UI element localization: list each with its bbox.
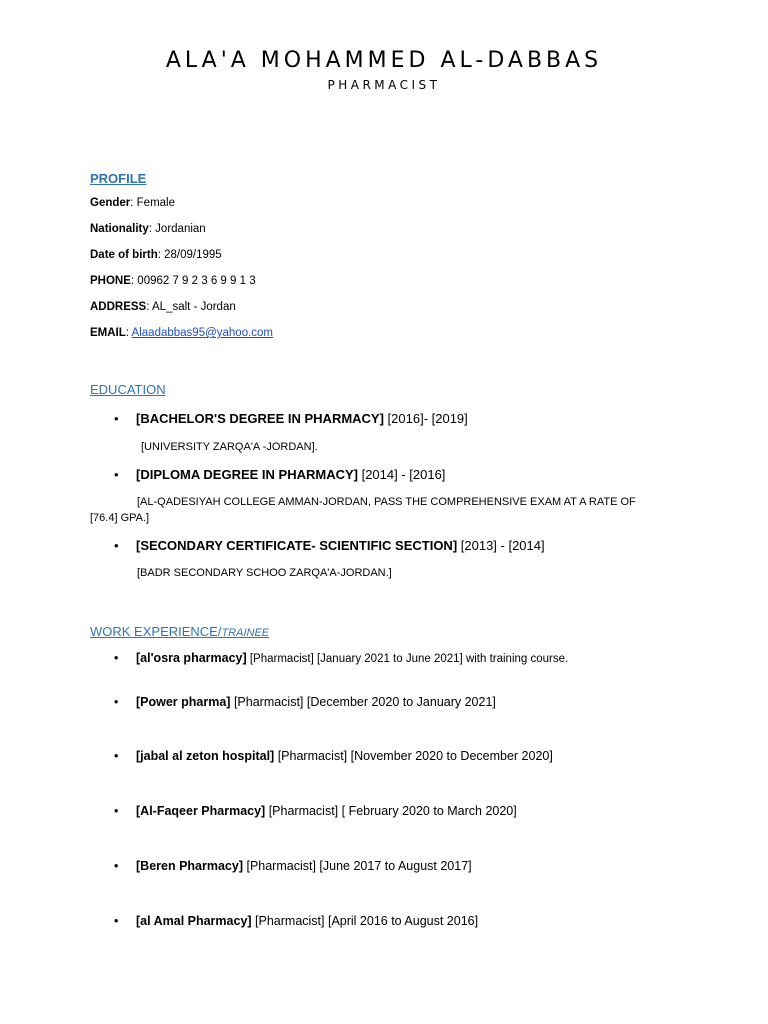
gender-field bbox=[90, 197, 175, 209]
gender-label: Gender bbox=[90, 197, 131, 209]
dob-label: Date of birth bbox=[90, 249, 158, 261]
work-details: [Pharmacist] [April 2016 to August 2016] bbox=[251, 914, 479, 928]
education-detail: [BADR SECONDARY SCHOO ZARQA'A-JORDAN.] bbox=[137, 567, 392, 579]
dob-field bbox=[90, 249, 222, 261]
education-detail-cont: [76.4] GPA.] bbox=[90, 512, 150, 524]
phone-field bbox=[90, 275, 256, 287]
phone-value: : 00962 7 9 2 3 6 9 9 1 3 bbox=[130, 275, 256, 287]
bullet-icon: • bbox=[114, 538, 119, 553]
profile-heading: PROFILE bbox=[90, 171, 147, 186]
work-employer: [al'osra pharmacy] bbox=[136, 651, 247, 665]
nationality-label: Nationality bbox=[90, 223, 149, 235]
bullet-icon: • bbox=[114, 804, 119, 818]
email-separator: : bbox=[125, 327, 132, 339]
dob-value: : 28/09/1995 bbox=[157, 249, 222, 261]
education-detail: [AL-QADESIYAH COLLEGE AMMAN-JORDAN, PASS THE COMPREHENSIVE EXAM AT A RATE OF bbox=[137, 496, 636, 508]
work-employer: [Beren Pharmacy] bbox=[136, 859, 243, 873]
work-employer: [al Amal Pharmacy] bbox=[136, 914, 252, 928]
education-dates: [2016]- [2019] bbox=[383, 411, 468, 426]
work-details: [Pharmacist] [January 2021 to June 2021] with training course. bbox=[246, 653, 569, 665]
education-title: [BACHELOR'S DEGREE IN PHARMACY] bbox=[136, 411, 384, 426]
gender-value: : Female bbox=[130, 197, 176, 209]
work-heading-text: WORK EXPERIENCE/ bbox=[90, 624, 222, 639]
address-value: : AL_salt - Jordan bbox=[146, 301, 236, 313]
email-link[interactable]: Alaadabbas95@yahoo.com bbox=[131, 327, 274, 339]
bullet-icon: • bbox=[114, 411, 119, 426]
bullet-icon: • bbox=[114, 695, 119, 709]
work-details: [Pharmacist] [November 2020 to December 2020] bbox=[274, 749, 553, 763]
bullet-icon: • bbox=[114, 467, 119, 482]
work-details: [Pharmacist] [June 2017 to August 2017] bbox=[243, 859, 472, 873]
education-detail: [UNIVERSITY ZARQA'A -JORDAN]. bbox=[141, 441, 318, 453]
email-label: EMAIL bbox=[90, 327, 126, 339]
work-employer: [Power pharma] bbox=[136, 695, 231, 709]
education-title: [SECONDARY CERTIFICATE- SCIENTIFIC SECTION] bbox=[136, 538, 458, 553]
education-dates: [2014] - [2016] bbox=[357, 467, 446, 482]
bullet-icon: • bbox=[114, 859, 119, 873]
work-employer: [Al-Faqeer Pharmacy] bbox=[136, 804, 266, 818]
education-heading: EDUCATION bbox=[90, 382, 166, 397]
education-dates: [2013] - [2014] bbox=[457, 538, 545, 553]
work-heading bbox=[90, 624, 269, 639]
address-field bbox=[90, 301, 236, 313]
work-heading-suffix: TRAINEE bbox=[221, 627, 270, 639]
bullet-icon: • bbox=[114, 914, 119, 928]
work-employer: [jabal al zeton hospital] bbox=[136, 749, 275, 763]
nationality-value: : Jordanian bbox=[148, 223, 206, 235]
nationality-field bbox=[90, 223, 206, 235]
candidate-name: ALA'A MOHAMMED AL-DABBAS bbox=[165, 48, 603, 73]
email-field bbox=[90, 327, 273, 339]
work-details: [Pharmacist] [December 2020 to January 2021] bbox=[230, 695, 496, 709]
candidate-title: PHARMACIST bbox=[327, 78, 441, 92]
phone-label: PHONE bbox=[90, 275, 131, 287]
education-title: [DIPLOMA DEGREE IN PHARMACY] bbox=[136, 467, 358, 482]
address-label: ADDRESS bbox=[90, 301, 147, 313]
work-details: [Pharmacist] [ February 2020 to March 2020] bbox=[265, 804, 517, 818]
bullet-icon: • bbox=[114, 749, 119, 763]
bullet-icon: • bbox=[114, 651, 119, 665]
